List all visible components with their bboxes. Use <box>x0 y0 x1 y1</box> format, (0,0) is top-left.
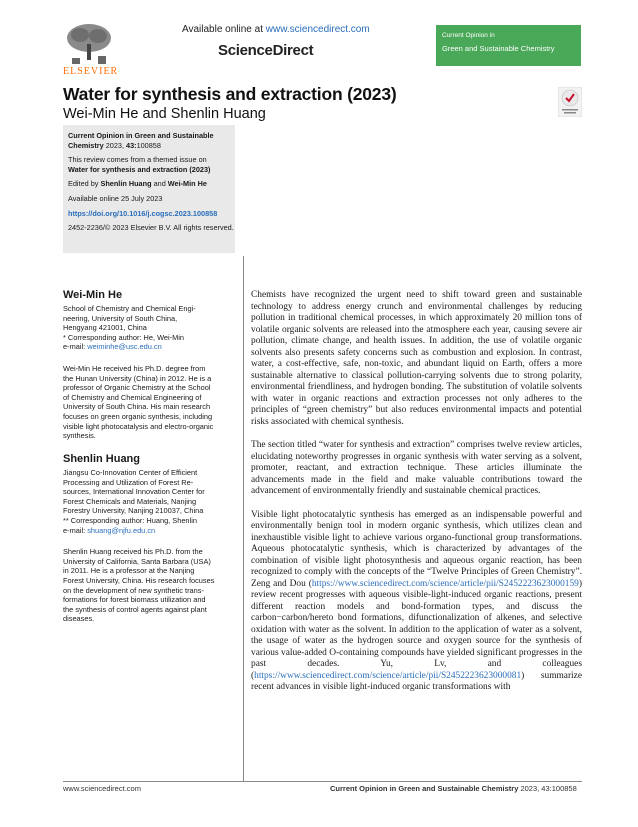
bio-1-text-line: focuses on green organic synthesis, including <box>63 411 213 421</box>
available-online-line <box>182 24 370 35</box>
bio-1-text-line: synthesis. <box>63 431 96 441</box>
journal-name: Current Opinion in Green and Sustainable Chemistry <box>68 131 214 150</box>
bio-1-affil-line: * Corresponding author: He, Wei-Min <box>63 332 185 342</box>
bio-1-affil-line: School of Chemistry and Chemical Engi- <box>63 304 196 313</box>
email-label: e-mail: <box>63 342 88 352</box>
themed-issue <box>68 155 235 174</box>
available-online-date: Available online 25 July 2023 <box>68 193 163 203</box>
bio-2-text-line: in 2011. He is a professor at the Nanjing <box>63 566 195 576</box>
footer-citation <box>330 784 577 793</box>
edited-prefix: Edited by <box>68 179 101 189</box>
bio-2-text-line: Shenlin Huang received his Ph.D. from the <box>63 547 203 557</box>
journal-banner-line1: Current Opinion in <box>442 32 495 39</box>
body-paragraph-3 <box>251 510 582 694</box>
bio-1-text-line: of Chemistry and Chemical Engineering of <box>63 392 202 402</box>
journal-banner-line2: Green and Sustainable Chemistry <box>442 44 555 53</box>
journal-banner[interactable] <box>436 25 581 66</box>
elsevier-tree-logo <box>62 22 116 66</box>
column-divider <box>243 256 244 781</box>
sciencedirect-link[interactable]: www.sciencedirect.com <box>265 24 370 35</box>
bio-2-email-line <box>63 526 235 536</box>
bio-1-name: Wei-Min He <box>63 289 123 301</box>
article-body <box>251 290 582 706</box>
editor-1: Shenlin Huang <box>100 179 152 189</box>
bio-1-email-line <box>63 342 235 352</box>
body-paragraph-1: Chemists have recognized the urgent need to shift toward green and sustainable technology to address energy crunch and environmental challenges by reducing pollution in traditional chemical processes, in which approximately 20 million tons of volatile organic solvents are released into the atmosphere each year, causing severe air pollution, climate change, and health issues. In addition, the use of volatile organic solvents also presents safety concerns such as combustion and explosion. In contrast, water, a cost-effective, safe, non-toxic, and abundant liquid on Earth, offers a more sustainable alternative to classical pollution-carrying solvents due to strong polarity, environmental friendliness, and hydrogen bonding. The substitution of volatile solvents with water in organic reactions and extraction processes not only adheres to the principles of “green chemistry” but also reduces environmental impacts and potential risks associated with chemical synthesis. <box>251 290 582 427</box>
body-p3-part-b: ) review recent progresses with aqueous visible-light-induced organic reactions, present different reaction models and bond-formation types, and discuss the carbon−carbon/hereto bond formations, difunctionalization of alkenes, and selective oxidation with water as the solvent. In addition to the application of water as a solvent, the usage of water as the hydrogen source and oxygen source for the synthesis of various value-added O-containing compounds have yielded significant progresses in the past decades. Yu, Lv, and colleagues ( <box>251 578 582 681</box>
bio-1-affil-line: Hengyang 421001, China <box>63 323 147 333</box>
body-paragraph-2: The section titled “water for synthesis and extraction” comprises twelve review articles, elucidating noteworthy progresses in organic synthesis with water serving as a solvent, promoter, reactant, and extraction technique. These articles illuminate the advancements made in the field and make valuable contributions toward the advancement of environmentally friendly and sustainable chemical practices. <box>251 440 582 496</box>
bio-2-email-link[interactable]: shuang@njfu.edu.cn <box>87 525 156 535</box>
author-bio-2 <box>63 453 235 624</box>
bio-1-email-link[interactable]: weiminhe@usc.edu.cn <box>87 342 162 352</box>
bio-2-text-line: Forest University, China. His research focuses <box>63 575 215 585</box>
doi-link[interactable]: https://doi.org/10.1016/j.cogsc.2023.100858 <box>68 208 218 218</box>
bio-2-name: Shenlin Huang <box>63 453 140 465</box>
journal-year: 2023, <box>103 140 127 150</box>
footer-journal: Current Opinion in Green and Sustainable Chemistry <box>330 784 519 793</box>
bio-2-text-line: diseases. <box>63 614 95 624</box>
editor-2: Wei-Min He <box>167 179 207 189</box>
article-title: Water for synthesis and extraction (2023) <box>63 84 397 104</box>
bio-2-text-line: the synthesis of control agents against plant <box>63 604 207 614</box>
footer-divider <box>63 781 582 782</box>
sciencedirect-brand[interactable]: ScienceDirect <box>218 42 314 59</box>
bio-1-affil-line: neering, University of South China, <box>63 313 178 323</box>
article-authors: Wei-Min He and Shenlin Huang <box>63 106 266 122</box>
journal-citation <box>68 131 235 150</box>
bio-2-text-line: on the development of new synthetic trans- <box>63 585 204 595</box>
bio-1-text-line: Wei-Min He received his Ph.D. degree from <box>63 363 206 373</box>
edited-by <box>68 179 235 189</box>
bio-2-affil-line: sources, International Innovation Center for <box>63 487 205 497</box>
author-bio-1 <box>63 289 235 441</box>
bio-1-text-line: University of South China. His main research <box>63 402 211 412</box>
bio-2-affil-line: Forest Chemicals and Materials, Nanjing <box>63 496 197 506</box>
bio-1-text-line: the Hunan University (China) in 2012. He is a <box>63 373 212 383</box>
body-p3-part-c: ) summarize recent advances in visible light-induced organic transformations with <box>251 670 582 692</box>
footer-site-link[interactable]: www.sciencedirect.com <box>63 784 141 793</box>
journal-volume: 43: <box>126 140 137 150</box>
article-number: 100858 <box>136 140 161 150</box>
publisher-logo-text: ELSEVIER <box>63 66 119 77</box>
edited-and: and <box>151 179 168 189</box>
bio-2-affil-line: Forestry University, Nanjing 210037, China <box>63 506 204 516</box>
body-p3-part-a: Visible light photocatalytic synthesis has emerged as an indispensable powerful and environmentally benign tool in modern organic synthesis, which utilizes clean and inexhaustible visible light to achieve various organo-functional group transformations. Aqueous photocatalytic synthesis, which is characterized by advantages of the combination of visible light photosynthesis and aqueous organic reaction, has been recognized to comply with the concepts of the “Twelve Principles of Green Chemistry”. Zeng and Dou ( <box>251 509 582 589</box>
check-for-updates-icon[interactable] <box>558 87 582 117</box>
themed-title: Water for synthesis and extraction (2023) <box>68 164 211 174</box>
bio-2-text-line: formations for forest biomass utilization and <box>63 595 206 605</box>
themed-prefix: This review comes from a themed issue on <box>68 155 207 165</box>
body-p3-link-1[interactable]: https://www.sciencedirect.com/science/article/pii/S2452223623000159 <box>311 578 579 589</box>
available-prefix: Available online at <box>182 24 263 35</box>
bio-2-text-line: University of California, Santa Barbara (USA) <box>63 556 211 566</box>
bio-2-affil-line: Jiangsu Co-Innovation Center of Efficient <box>63 468 198 477</box>
article-info-box <box>63 125 235 253</box>
bio-2-affil-line: ** Corresponding author: Huang, Shenlin <box>63 515 197 525</box>
footer-cite: 2023, 43:100858 <box>518 784 577 793</box>
bio-2-affil-line: Processing and Utilization of Forest Re- <box>63 477 194 487</box>
copyright: 2452-2236/© 2023 Elsevier B.V. All rights reserved. <box>68 223 234 233</box>
bio-1-text-line: visible light photocatalysis and electro-organic <box>63 421 214 431</box>
body-p3-link-2[interactable]: https://www.sciencedirect.com/science/article/pii/S2452223623000081 <box>254 670 522 681</box>
bio-1-text-line: professor of Organic Chemistry at the School <box>63 383 211 393</box>
email-label: e-mail: <box>63 525 88 535</box>
